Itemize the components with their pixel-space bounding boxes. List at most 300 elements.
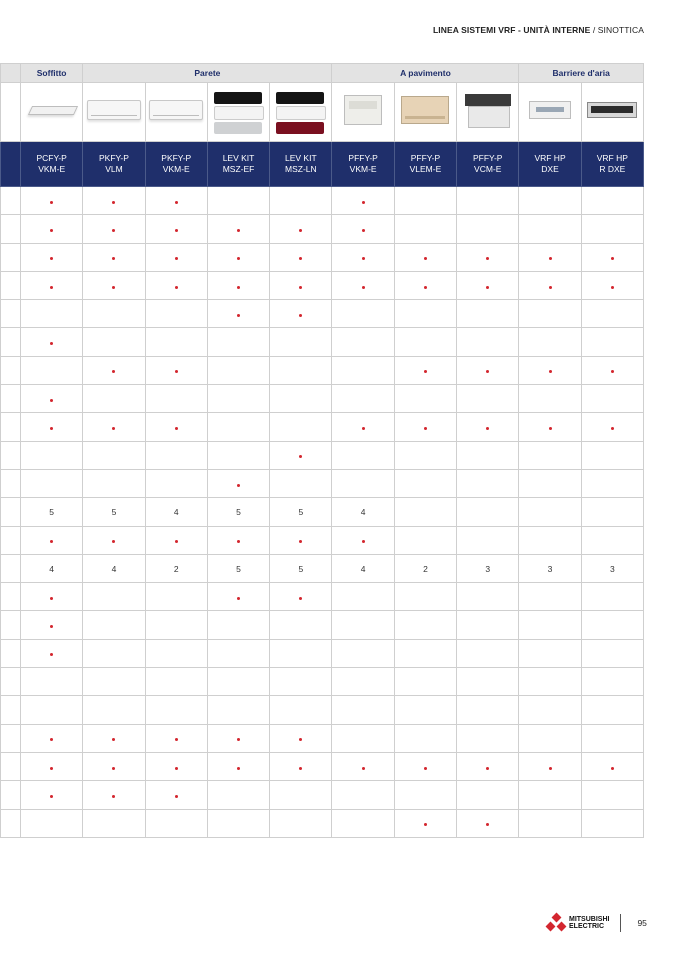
table-row <box>1 611 644 639</box>
feature-dot-icon <box>50 342 53 345</box>
lead-cell <box>1 243 21 271</box>
table-cell <box>270 554 332 582</box>
table-cell <box>457 385 519 413</box>
table-cell <box>207 215 269 243</box>
table-cell <box>21 413 83 441</box>
table-cell <box>457 809 519 837</box>
lead-cell <box>1 356 21 384</box>
feature-dot-icon <box>112 427 115 430</box>
feature-dot-icon <box>50 229 53 232</box>
table-cell <box>332 300 394 328</box>
table-row <box>1 243 644 271</box>
page-header <box>433 25 644 35</box>
table-cell <box>581 498 643 526</box>
table-cell <box>207 498 269 526</box>
lead-cell <box>1 413 21 441</box>
table-row <box>1 215 644 243</box>
table-cell <box>83 243 145 271</box>
table-cell <box>207 583 269 611</box>
table-cell <box>394 696 456 724</box>
feature-dot-icon <box>486 427 489 430</box>
table-cell <box>394 668 456 696</box>
floor-console-icon <box>344 112 382 129</box>
table-cell <box>581 639 643 667</box>
feature-dot-icon <box>50 625 53 628</box>
cell-value: 3 <box>609 563 615 574</box>
feature-dot-icon <box>299 767 302 770</box>
table-cell <box>145 696 207 724</box>
table-cell <box>457 639 519 667</box>
table-cell <box>207 696 269 724</box>
lead-cell <box>1 583 21 611</box>
table-cell <box>270 781 332 809</box>
table-cell <box>21 187 83 215</box>
table-cell <box>21 526 83 554</box>
table-cell <box>581 554 643 582</box>
table-cell <box>207 300 269 328</box>
table-cell <box>519 526 581 554</box>
header-separator: / <box>590 25 598 35</box>
table-cell <box>270 639 332 667</box>
cell-value: 5 <box>111 506 117 517</box>
table-cell <box>519 611 581 639</box>
cell-value: 4 <box>173 506 179 517</box>
table-cell <box>145 215 207 243</box>
category-header: Soffitto <box>21 64 83 83</box>
table-cell <box>394 639 456 667</box>
feature-dot-icon <box>362 767 365 770</box>
table-cell <box>21 809 83 837</box>
table-cell <box>457 611 519 639</box>
floor-concealed-icon <box>465 113 511 130</box>
table-cell <box>145 639 207 667</box>
table-cell <box>581 526 643 554</box>
table-cell <box>145 554 207 582</box>
feature-dot-icon <box>549 427 552 430</box>
product-image-cell <box>270 83 332 142</box>
cell-value: 2 <box>423 563 428 574</box>
feature-dot-icon <box>299 229 302 232</box>
lead-cell <box>1 300 21 328</box>
table-cell <box>332 187 394 215</box>
table-row <box>1 187 644 215</box>
table-cell <box>270 752 332 780</box>
footer-divider <box>620 914 621 932</box>
table-cell <box>332 809 394 837</box>
feature-dot-icon <box>175 427 178 430</box>
table-cell <box>270 441 332 469</box>
table-cell <box>394 413 456 441</box>
table-cell <box>270 526 332 554</box>
model-name-line-1: PKFY-P <box>98 153 129 163</box>
feature-dot-icon <box>362 427 365 430</box>
table-cell <box>145 356 207 384</box>
table-cell <box>21 724 83 752</box>
feature-dot-icon <box>486 767 489 770</box>
table-cell <box>270 328 332 356</box>
table-row <box>1 639 644 667</box>
table-cell <box>145 668 207 696</box>
table-row <box>1 526 644 554</box>
table-cell <box>332 668 394 696</box>
table-cell <box>457 583 519 611</box>
header-title-light: SINOTTICA <box>597 25 644 35</box>
lead-cell <box>1 328 21 356</box>
table-cell <box>270 696 332 724</box>
wall-unit-stack-black-white-silver-icon <box>214 91 264 108</box>
cell-value: 4 <box>360 506 366 517</box>
table-row <box>1 328 644 356</box>
table-cell <box>21 668 83 696</box>
table-cell <box>270 215 332 243</box>
table-cell <box>581 583 643 611</box>
table-cell <box>581 781 643 809</box>
table-row <box>1 583 644 611</box>
table-cell <box>394 498 456 526</box>
table-cell <box>83 441 145 469</box>
feature-dot-icon <box>175 370 178 373</box>
table-cell <box>394 611 456 639</box>
lead-cell <box>1 441 21 469</box>
model-name-line-2: MSZ-EF <box>222 164 255 174</box>
feature-dot-icon <box>299 540 302 543</box>
table-cell <box>21 781 83 809</box>
lead-cell <box>1 385 21 413</box>
feature-dot-icon <box>362 229 365 232</box>
table-row <box>1 469 644 497</box>
table-cell <box>83 328 145 356</box>
feature-dot-icon <box>299 738 302 741</box>
model-name-line-2: VKM-E <box>38 164 66 174</box>
feature-dot-icon <box>362 540 365 543</box>
table-cell <box>270 385 332 413</box>
feature-dot-icon <box>424 257 427 260</box>
table-cell <box>21 752 83 780</box>
table-cell <box>145 752 207 780</box>
table-row <box>1 724 644 752</box>
table-cell <box>519 385 581 413</box>
lead-cell <box>1 187 21 215</box>
table-cell <box>83 385 145 413</box>
table-cell <box>21 356 83 384</box>
table-cell <box>270 187 332 215</box>
table-cell <box>21 328 83 356</box>
table-cell <box>332 526 394 554</box>
table-cell <box>332 724 394 752</box>
model-name-line-2: VKM-E <box>349 164 377 174</box>
table-cell <box>581 611 643 639</box>
table-cell <box>207 271 269 299</box>
wall-unit-stack-black-white-red-icon <box>276 91 326 108</box>
table-cell <box>332 554 394 582</box>
feature-dot-icon <box>237 484 240 487</box>
table-cell <box>457 328 519 356</box>
table-cell <box>83 271 145 299</box>
feature-dot-icon <box>424 767 427 770</box>
table-cell <box>270 809 332 837</box>
lead-cell <box>1 781 21 809</box>
model-name-line-2: MSZ-LN <box>285 164 317 174</box>
lead-cell <box>1 142 21 187</box>
table-cell <box>207 611 269 639</box>
cell-value: 3 <box>485 563 491 574</box>
table-cell <box>581 356 643 384</box>
table-row <box>1 441 644 469</box>
table-cell <box>83 469 145 497</box>
table-cell <box>394 300 456 328</box>
brand-name <box>569 916 609 930</box>
table-cell <box>21 385 83 413</box>
table-cell <box>332 498 394 526</box>
table-cell <box>581 668 643 696</box>
table-cell <box>270 583 332 611</box>
table-cell <box>83 498 145 526</box>
table-cell <box>207 554 269 582</box>
table-cell <box>207 752 269 780</box>
feature-dot-icon <box>486 370 489 373</box>
feature-dot-icon <box>112 738 115 741</box>
table-cell <box>581 328 643 356</box>
table-row <box>1 809 644 837</box>
table-cell <box>332 271 394 299</box>
table-cell <box>145 441 207 469</box>
synoptic-table <box>0 63 644 838</box>
model-name-line-1: VRF HP <box>534 153 566 163</box>
category-header: Barriere d'aria <box>519 64 644 83</box>
feature-dot-icon <box>237 738 240 741</box>
category-header: A pavimento <box>332 64 519 83</box>
product-image-cell <box>394 83 456 142</box>
table-cell <box>581 809 643 837</box>
feature-dot-icon <box>50 427 53 430</box>
brand-line-1: MITSUBISHI <box>569 916 610 923</box>
table-cell <box>270 498 332 526</box>
feature-dot-icon <box>50 286 53 289</box>
table-cell <box>207 526 269 554</box>
ceiling-cassette-icon <box>28 107 76 124</box>
model-name-line-2: VLEM-E <box>409 164 442 174</box>
table-cell <box>83 554 145 582</box>
table-cell <box>519 752 581 780</box>
category-header-row <box>1 64 644 83</box>
feature-dot-icon <box>50 795 53 798</box>
table-cell <box>332 583 394 611</box>
table-cell <box>457 271 519 299</box>
floor-unit-beige-icon <box>401 111 449 128</box>
table-cell <box>519 215 581 243</box>
lead-cell <box>1 696 21 724</box>
table-cell <box>207 187 269 215</box>
model-name-cell <box>145 142 207 187</box>
cell-value: 2 <box>173 563 179 574</box>
table-cell <box>457 526 519 554</box>
feature-dot-icon <box>611 370 614 373</box>
table-cell <box>207 781 269 809</box>
lead-cell <box>1 809 21 837</box>
table-cell <box>457 752 519 780</box>
table-cell <box>332 328 394 356</box>
table-cell <box>332 696 394 724</box>
table-cell <box>519 583 581 611</box>
table-cell <box>21 300 83 328</box>
table-cell <box>21 639 83 667</box>
feature-dot-icon <box>50 540 53 543</box>
table-cell <box>207 356 269 384</box>
lead-cell <box>1 724 21 752</box>
table-row <box>1 300 644 328</box>
lead-cell <box>1 64 21 83</box>
feature-dot-icon <box>299 455 302 458</box>
table-cell <box>394 724 456 752</box>
table-cell <box>332 752 394 780</box>
table-cell <box>207 809 269 837</box>
feature-dot-icon <box>237 314 240 317</box>
table-cell <box>145 243 207 271</box>
lead-cell <box>1 554 21 582</box>
feature-dot-icon <box>611 257 614 260</box>
table-cell <box>145 611 207 639</box>
feature-dot-icon <box>237 767 240 770</box>
table-cell <box>519 469 581 497</box>
table-cell <box>83 526 145 554</box>
feature-dot-icon <box>175 738 178 741</box>
model-name-line-1: PFFY-P <box>348 153 378 163</box>
table-cell <box>270 724 332 752</box>
table-row <box>1 554 644 582</box>
table-cell <box>519 356 581 384</box>
model-name-cell <box>457 142 519 187</box>
table-cell <box>457 413 519 441</box>
cell-value: 5 <box>236 563 241 574</box>
table-cell <box>21 554 83 582</box>
feature-dot-icon <box>175 286 178 289</box>
model-name-line-2: R DXE <box>599 164 626 174</box>
mitsubishi-logo-icon <box>546 914 566 932</box>
table-cell <box>21 271 83 299</box>
feature-dot-icon <box>175 540 178 543</box>
feature-dot-icon <box>237 286 240 289</box>
lead-cell <box>1 639 21 667</box>
table-cell <box>207 639 269 667</box>
product-image-cell <box>83 83 145 142</box>
feature-dot-icon <box>112 795 115 798</box>
feature-dot-icon <box>237 229 240 232</box>
table-cell <box>145 583 207 611</box>
model-name-cell <box>332 142 394 187</box>
feature-dot-icon <box>549 257 552 260</box>
table-cell <box>145 187 207 215</box>
table-cell <box>270 243 332 271</box>
table-cell <box>581 271 643 299</box>
table-cell <box>207 328 269 356</box>
table-cell <box>270 356 332 384</box>
cell-value: 4 <box>49 563 55 574</box>
model-name-line-2: VKM-E <box>162 164 190 174</box>
table-cell <box>519 187 581 215</box>
model-name-cell <box>519 142 581 187</box>
table-cell <box>145 271 207 299</box>
product-image-cell <box>519 83 581 142</box>
table-cell <box>394 526 456 554</box>
table-cell <box>394 215 456 243</box>
table-cell <box>581 724 643 752</box>
lead-cell <box>1 752 21 780</box>
feature-dot-icon <box>112 370 115 373</box>
lead-cell <box>1 498 21 526</box>
table-cell <box>581 441 643 469</box>
table-cell <box>145 469 207 497</box>
air-curtain-icon <box>529 106 571 123</box>
brand-line-2: ELECTRIC <box>569 923 604 930</box>
table-cell <box>457 441 519 469</box>
table-cell <box>332 243 394 271</box>
model-name-cell <box>83 142 145 187</box>
wall-unit-white-icon <box>87 107 141 124</box>
table-row <box>1 271 644 299</box>
table-row <box>1 668 644 696</box>
feature-dot-icon <box>486 823 489 826</box>
table-cell <box>270 668 332 696</box>
model-name-line-1: VRF HP <box>596 153 628 163</box>
table-cell <box>519 639 581 667</box>
lead-cell <box>1 271 21 299</box>
cell-value: 3 <box>547 563 553 574</box>
table-cell <box>394 752 456 780</box>
table-row <box>1 413 644 441</box>
table-cell <box>270 413 332 441</box>
model-name-line-1: PFFY-P <box>410 153 441 163</box>
table-cell <box>581 752 643 780</box>
table-cell <box>21 441 83 469</box>
feature-dot-icon <box>112 201 115 204</box>
table-cell <box>519 271 581 299</box>
table-row <box>1 696 644 724</box>
table-cell <box>457 300 519 328</box>
feature-dot-icon <box>50 257 53 260</box>
table-cell <box>519 413 581 441</box>
table-cell <box>21 583 83 611</box>
table-cell <box>83 187 145 215</box>
table-cell <box>394 441 456 469</box>
table-cell <box>21 469 83 497</box>
model-name-line-1: PCFY-P <box>36 153 67 163</box>
table-cell <box>21 215 83 243</box>
table-cell <box>145 724 207 752</box>
table-cell <box>581 413 643 441</box>
wall-unit-white-icon <box>149 107 203 124</box>
model-name-cell <box>21 142 83 187</box>
feature-dot-icon <box>50 399 53 402</box>
table-cell <box>83 300 145 328</box>
feature-dot-icon <box>424 370 427 373</box>
lead-cell <box>1 215 21 243</box>
table-cell <box>581 385 643 413</box>
feature-dot-icon <box>362 257 365 260</box>
table-cell <box>270 611 332 639</box>
table-cell <box>581 215 643 243</box>
feature-dot-icon <box>424 823 427 826</box>
feature-dot-icon <box>424 427 427 430</box>
cell-value: 5 <box>298 563 304 574</box>
table-cell <box>394 271 456 299</box>
category-header: Parete <box>83 64 332 83</box>
feature-dot-icon <box>362 201 365 204</box>
table-cell <box>519 498 581 526</box>
table-cell <box>83 724 145 752</box>
product-image-cell <box>457 83 519 142</box>
feature-dot-icon <box>486 286 489 289</box>
table-cell <box>21 498 83 526</box>
